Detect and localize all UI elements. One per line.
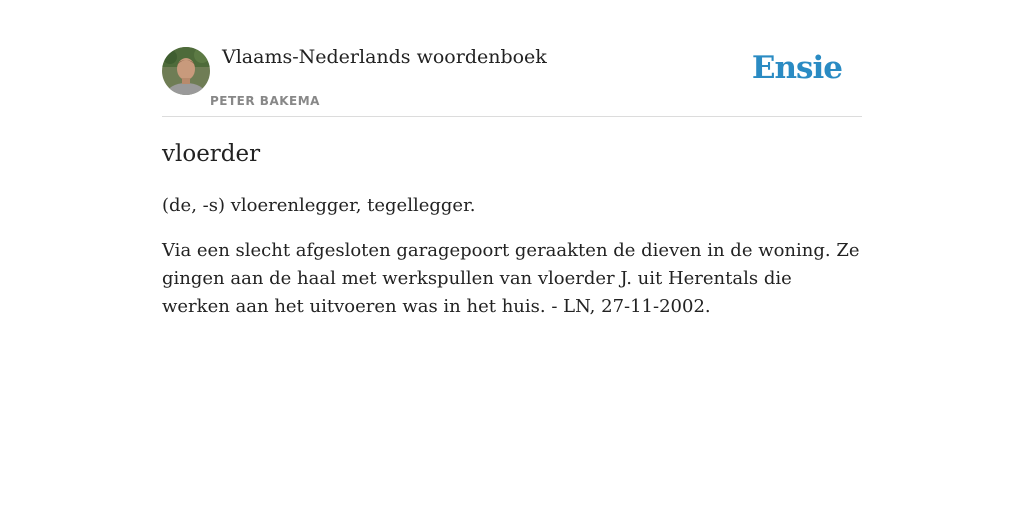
- user-avatar-icon: [162, 47, 210, 95]
- entry-example: Via een slecht afgesloten garagepoort geraakten de dieven in de woning. Ze gingen aan de haal met werkspullen van vloerder J. uit Herentals die werken aan het uitvoeren was in het huis. - LN, 27-11-2002.: [162, 240, 860, 317]
- dictionary-title[interactable]: Vlaams-Nederlands woordenboek: [222, 46, 547, 68]
- entry-term: vloerder: [162, 141, 261, 167]
- entry-definition: (de, -s) vloerenlegger, tegellegger.: [162, 195, 476, 216]
- header: [162, 40, 862, 117]
- author-avatar[interactable]: [162, 47, 210, 95]
- entry-content: [162, 138, 862, 321]
- brand-logo[interactable]: Ensie: [751, 50, 842, 86]
- author-name[interactable]: PETER BAKEMA: [210, 94, 320, 108]
